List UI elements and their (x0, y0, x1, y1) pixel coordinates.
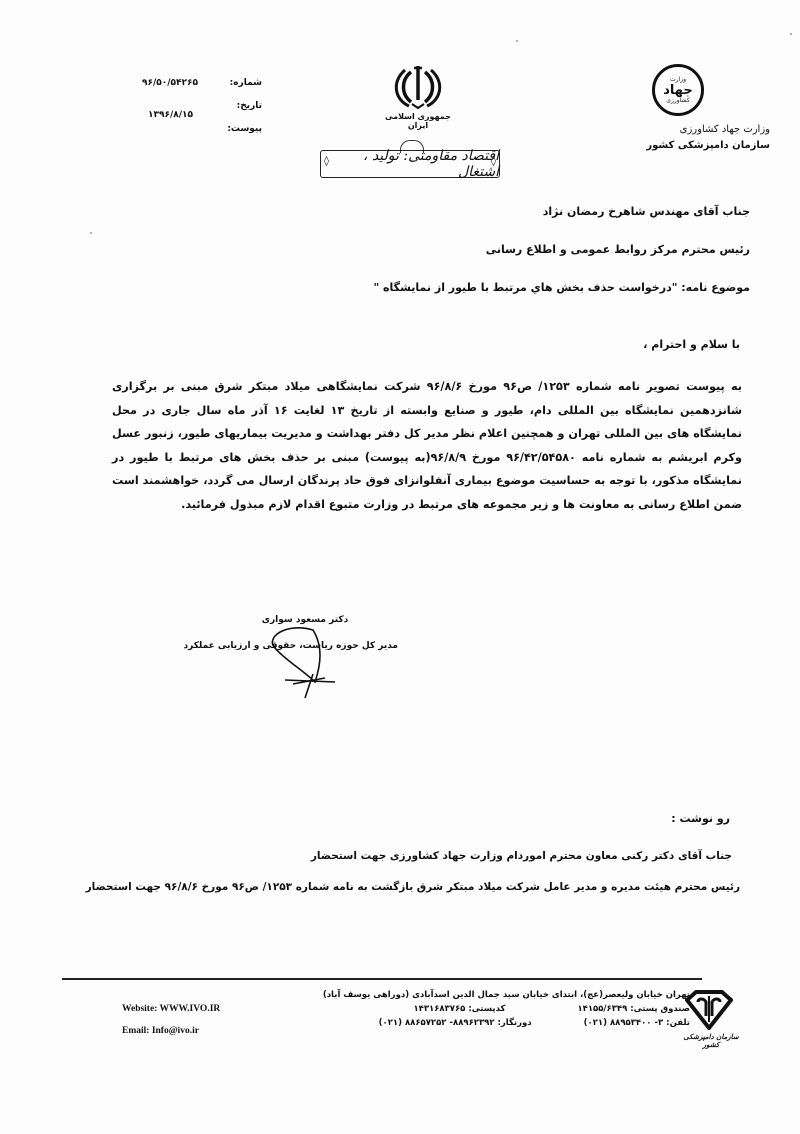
letter-body: به پیوست تصویر نامه شماره ۱۲۵۳/ ص۹۶ مورخ ۹۶/۸/۶ شرکت نمایشگاهی میلاد مبتکر شرق مبنی بر برگزاری شانزدهمین نمایشگاه بین المللی دام، طیور و صنایع وابسته از تاریخ ۱۳ لغایت ۱۶ آذر ماه سال جاری در محل نمایشگاه های بین المللی تهران و همچنین اعلام نظر مدیر کل دفتر بهداشت و مدیریت بیماریهای طیور، زنبور عسل وکرم ابریشم به شماره نامه ۹۶/۴۲/۵۴۵۸۰ مورخ ۹۶/۸/۹(به پیوست) مبنی بر حذف بخش های مرتبط با طیور در نمایشگاه مذکور، با توجه به حساسیت موضوع بیماری آنفلوانزای فوق حاد پرندگان ارسال می گردد، خواهشمند است ضمن اطلاع رسانی به معاونت ها و زیر مجموعه های مرتبط در وزارت متبوع اقدام لازم مبذول فرمائید. (112, 380, 742, 511)
phone-value: ۳- ۸۸۹۵۳۴۰۰ (۰۲۱) (583, 1018, 664, 1028)
postal-code-value: ۱۴۳۱۶۸۳۷۶۵ (413, 1004, 466, 1014)
date-value: ۱۳۹۶/۸/۱۵ (148, 110, 194, 120)
po-box-label: صندوق پستی: (630, 1004, 690, 1014)
letter-subject: موضوع نامه: "درخواست حذف بخش هاي مرتبط با طيور از نمایشگاه " (373, 281, 750, 294)
organization-name: سازمان دامپزشکی کشور (646, 140, 770, 151)
jihad-logo-main: جهاد (663, 82, 693, 98)
emblem-caption: جمهوری اسلامی ایران (385, 112, 451, 130)
scan-speck (516, 40, 518, 42)
website-link[interactable]: Website: WWW.IVO.IR (122, 1004, 221, 1014)
handwritten-signature-icon (265, 620, 345, 700)
signatory-name: دکتر مسعود سواری (261, 615, 349, 625)
scan-speck (90, 232, 92, 234)
attachment-label: پیوست: (227, 124, 262, 134)
po-box-value: ۱۴۱۵۵/۶۳۴۹ (577, 1004, 628, 1014)
fax-value: ۸۸۹۶۲۳۹۲- ۸۸۶۵۷۲۵۲ (۰۲۱) (378, 1018, 495, 1028)
organization-block (610, 122, 770, 154)
jihad-logo-top: وزارت (670, 75, 687, 83)
phone-label: تلفن: (666, 1018, 690, 1028)
ivo-logo-icon (684, 990, 734, 1030)
cc-line: جناب آقای دکتر رکنی معاون محترم اموردام وزارت جهاد کشاورزی جهت استحضار (310, 850, 732, 862)
signatory-title: مدیر کل حوزه ریاست، حقوقی و ارزیابی عملکرد (183, 641, 398, 651)
cc-title: رو نوشت : (671, 812, 730, 825)
footer-postal-row (270, 1002, 690, 1016)
recipient-title: رئیس محترم مرکز روابط عمومی و اطلاع رسانی (485, 243, 750, 256)
fax-label: دورنگار: (497, 1018, 532, 1028)
slogan-banner: ◊ اقتصاد مقاومتی: تولید ، اشتغال ◊ (320, 150, 500, 178)
date-label: تاریخ: (236, 101, 262, 111)
jihad-logo-bottom: کشاورزی (666, 96, 690, 104)
footer-divider (62, 978, 702, 980)
postal-code-label: کدپستی: (468, 1004, 506, 1014)
email-link[interactable]: Email: Info@ivo.ir (122, 1026, 199, 1036)
footer-address: تهران خیابان ولیعصر(عج)، ابتدای خیابان سید جمال الدین اسدآبادی (دوراهی یوسف آباد) (322, 990, 690, 1000)
footer-address-block (270, 988, 690, 1030)
ministry-name: وزارت جهاد کشاورزی (679, 124, 770, 135)
ivo-logo-caption: سازمان دامپزشکی کشور (683, 1033, 739, 1049)
number-label: شماره: (229, 78, 262, 88)
cc-line: رئیس محترم هیئت مدیره و مدیر عامل شرکت میلاد مبتکر شرق بازگشت به نامه شماره ۱۲۵۳/ ص۹۶ مورخ ۹۶/۸/۶ جهت استحضار (85, 881, 740, 893)
jihad-keshavarzi-logo (652, 64, 704, 116)
number-value: ۹۶/۵۰/۵۴۲۶۵ (142, 78, 199, 88)
recipient-name: جناب آقای مهندس شاهرخ رمضان نژاد (542, 205, 750, 218)
scan-speck (790, 33, 792, 35)
iran-emblem-icon (393, 62, 443, 112)
footer-phone-row (270, 1016, 690, 1030)
greeting: با سلام و احترام ، (643, 338, 740, 351)
